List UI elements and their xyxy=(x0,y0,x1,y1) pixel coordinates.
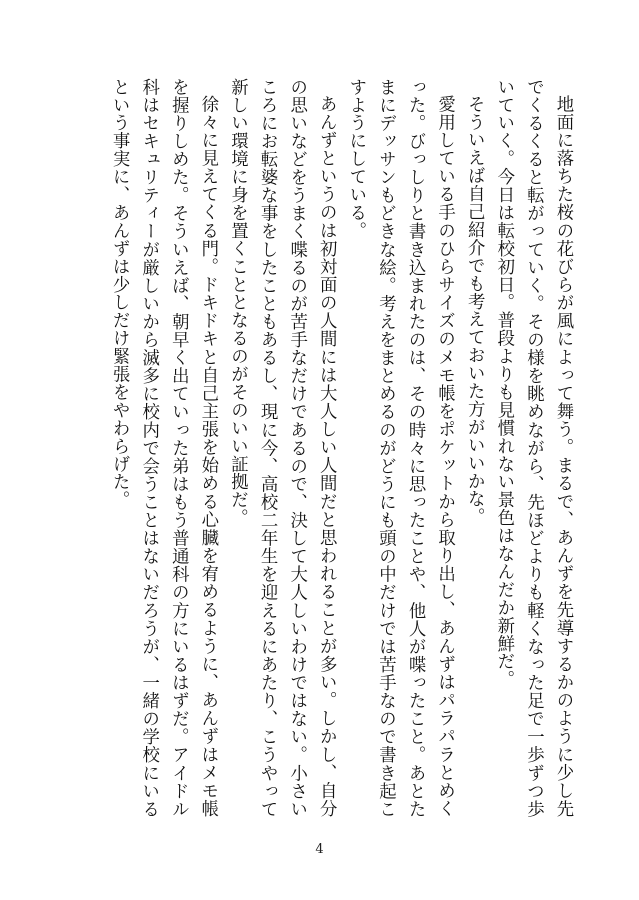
paragraph-3: 愛用している手のひらサイズのメモ帳をポケットから取り出し、あんずはパラパラとめくった。びっしりと書き込まれたのは、その時々に思ったことや、他人が喋ったこと。あとたまにデッサンもどきな絵。考えをまとめるのがどうにも頭の中だけでは苦手なので書き起こすようにしている。 xyxy=(345,78,455,818)
paragraph-4: あんずというのは初対面の人間には大人しい人間だと思われることが多い。しかし、自分の思いなどをうまく喋るのが苦手なだけであるので、決して大人しいわけではない。小さいころにお転婆な事をしたこともあるし、現に今、高校二年生を迎えるにあたり、こうやって新しい環境に身を置くこととなるのがそのいい証拠だ。 xyxy=(227,78,337,818)
paragraph-2: そういえば自己紹介でも考えておいた方がいいかな。 xyxy=(464,95,485,527)
paragraph-1: 地面に落ちた桜の花びらが風によって舞う。まるで、あんずを先導するかのように少し先でくるくると転がっていく。その様を眺めながら、先ほどよりも軽くなった足で一歩ずつ歩いていく。今日は転校初日。普段よりも見慣れない景色はなんだか新鮮だ。 xyxy=(493,78,573,818)
page-number: 4 xyxy=(315,842,324,857)
paragraph-5: 徐々に見えてくる門。ドキドキと自己主張を始める心臓を宥めるように、あんずはメモ帳を握りしめた。そういえば、朝早く出ていった弟はもう普通科の方にいるはずだ。アイドル科はセキュリティーが厳しいから滅多に校内で会うことはないだろうが、一緒の学校にいるという事実に、あんずは少しだけ緊張をやわらげた。 xyxy=(109,78,218,818)
vertical-text-body xyxy=(65,78,577,818)
